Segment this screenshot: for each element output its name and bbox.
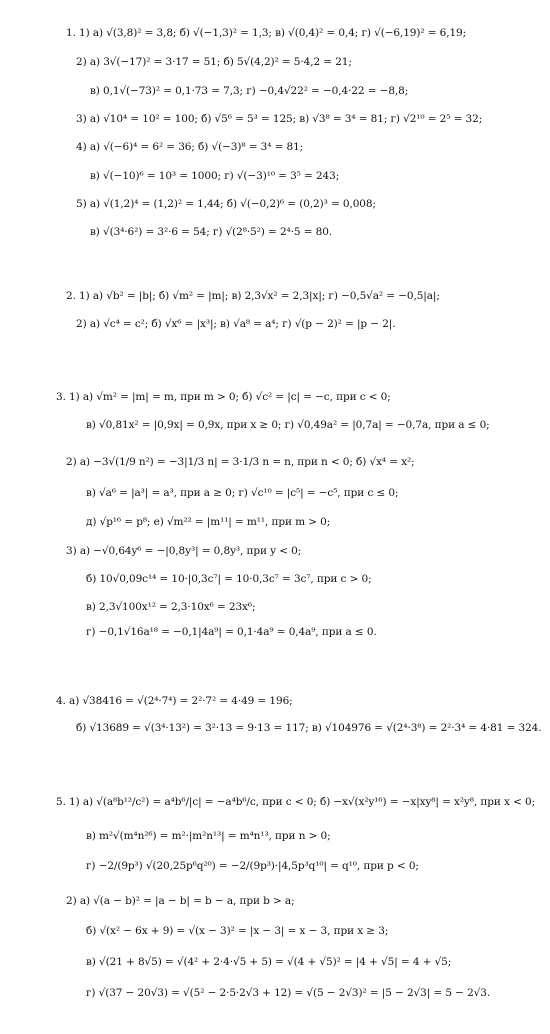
s3-line-5: д) √p¹⁶ = p⁸; е) √m²² = |m¹¹| = m¹¹, при m > 0;	[86, 516, 331, 528]
s3-line-4: в) √a⁶ = |a³| = a³, при a ≥ 0; г) √c¹⁰ = |c⁵| = −c⁵, при c ≤ 0;	[86, 487, 399, 499]
s3-line-6: 3) а) −√0,64y⁶ = −|0,8y³| = 0,8y³, при y < 0;	[66, 545, 302, 557]
s3-line-8: в) 2,3√100x¹² = 2,3·10x⁶ = 23x⁶;	[86, 601, 256, 613]
s1-line-2: 2) а) 3√(−17)² = 3·17 = 51; б) 5√(4,2)² = 5·4,2 = 21;	[76, 56, 352, 68]
s1-line-7: 5) а) √(1,2)⁴ = (1,2)² = 1,44; б) √(−0,2)⁶ = (0,2)³ = 0,008;	[76, 198, 376, 210]
s5-line-4: 2) а) √(a − b)² = |a − b| = b − a, при b > a;	[66, 895, 295, 907]
s5-line-3: г) −2/(9p³) √(20,25p⁶q²⁰) = −2/(9p³)·|4,5p³q¹⁰| = q¹⁰, при p < 0;	[86, 860, 419, 872]
s3-line-3: 2) а) −3√(1/9 n²) = −3|1/3 n| = 3·1/3 n = n, при n < 0; б) √x⁴ = x²;	[66, 456, 415, 468]
s3-line-2: в) √0,81x² = |0,9x| = 0,9x, при x ≥ 0; г) √0,49a² = |0,7a| = −0,7a, при a ≤ 0;	[86, 419, 490, 431]
s3-line-7: б) 10√0,09c¹⁴ = 10·|0,3c⁷| = 10·0,3c⁷ = 3c⁷, при c > 0;	[86, 573, 372, 585]
s5-line-7: г) √(37 − 20√3) = √(5² − 2·5·2√3 + 12) = √(5 − 2√3)² = |5 − 2√3| = 5 − 2√3.	[86, 987, 491, 999]
s5-line-1: 5. 1) а) √(a⁸b¹²/c²) = a⁴b⁶/|c| = −a⁴b⁶/c, при c < 0; б) −x√(x²y¹⁶) = −x|xy⁸| = x²y⁸, при x < 0;	[56, 796, 536, 808]
s5-line-5: б) √(x² − 6x + 9) = √(x − 3)² = |x − 3| = x − 3, при x ≥ 3;	[86, 925, 389, 937]
s3-line-1: 3. 1) а) √m² = |m| = m, при m > 0; б) √c² = |c| = −c, при c < 0;	[56, 391, 391, 403]
s5-line-6: в) √(21 + 8√5) = √(4² + 2·4·√5 + 5) = √(4 + √5)² = |4 + √5| = 4 + √5;	[86, 956, 452, 968]
s1-line-5: 4) а) √(−6)⁴ = 6² = 36; б) √(−3)⁸ = 3⁴ = 81;	[76, 141, 304, 153]
s4-line-2: б) √13689 = √(3⁴·13²) = 3²·13 = 9·13 = 117; в) √104976 = √(2⁴·3⁸) = 2²·3⁴ = 4·81 = 324.	[76, 722, 542, 734]
s5-line-2: в) m²√(m⁴n²⁶) = m²·|m²n¹³| = m⁴n¹³, при n > 0;	[86, 830, 331, 842]
s1-line-1: 1. 1) а) √(3,8)² = 3,8; б) √(−1,3)² = 1,3; в) √(0,4)² = 0,4; г) √(−6,19)² = 6,19;	[66, 27, 467, 39]
s1-line-6: в) √(−10)⁶ = 10³ = 1000; г) √(−3)¹⁰ = 3⁵ = 243;	[90, 170, 340, 182]
s1-line-3: в) 0,1√(−73)² = 0,1·73 = 7,3; г) −0,4√22² = −0,4·22 = −8,8;	[90, 85, 409, 97]
s3-line-9: г) −0,1√16a¹⁸ = −0,1|4a⁹| = 0,1·4a⁹ = 0,4a⁹, при a ≤ 0.	[86, 626, 377, 638]
s1-line-8: в) √(3⁴·6²) = 3²·6 = 54; г) √(2⁸·5²) = 2⁴·5 = 80.	[90, 226, 333, 238]
s4-line-1: 4. а) √38416 = √(2⁴·7⁴) = 2²·7² = 4·49 = 196;	[56, 695, 293, 707]
s1-line-4: 3) а) √10⁴ = 10² = 100; б) √5⁶ = 5³ = 125; в) √3⁸ = 3⁴ = 81; г) √2¹⁰ = 2⁵ = 32;	[76, 113, 483, 125]
s2-line-2: 2) а) √c⁴ = c²; б) √x⁶ = |x³|; в) √a⁸ = a⁴; г) √(p − 2)² = |p − 2|.	[76, 318, 396, 330]
s2-line-1: 2. 1) а) √b² = |b|; б) √m² = |m|; в) 2,3√x² = 2,3|x|; г) −0,5√a² = −0,5|a|;	[66, 290, 440, 302]
